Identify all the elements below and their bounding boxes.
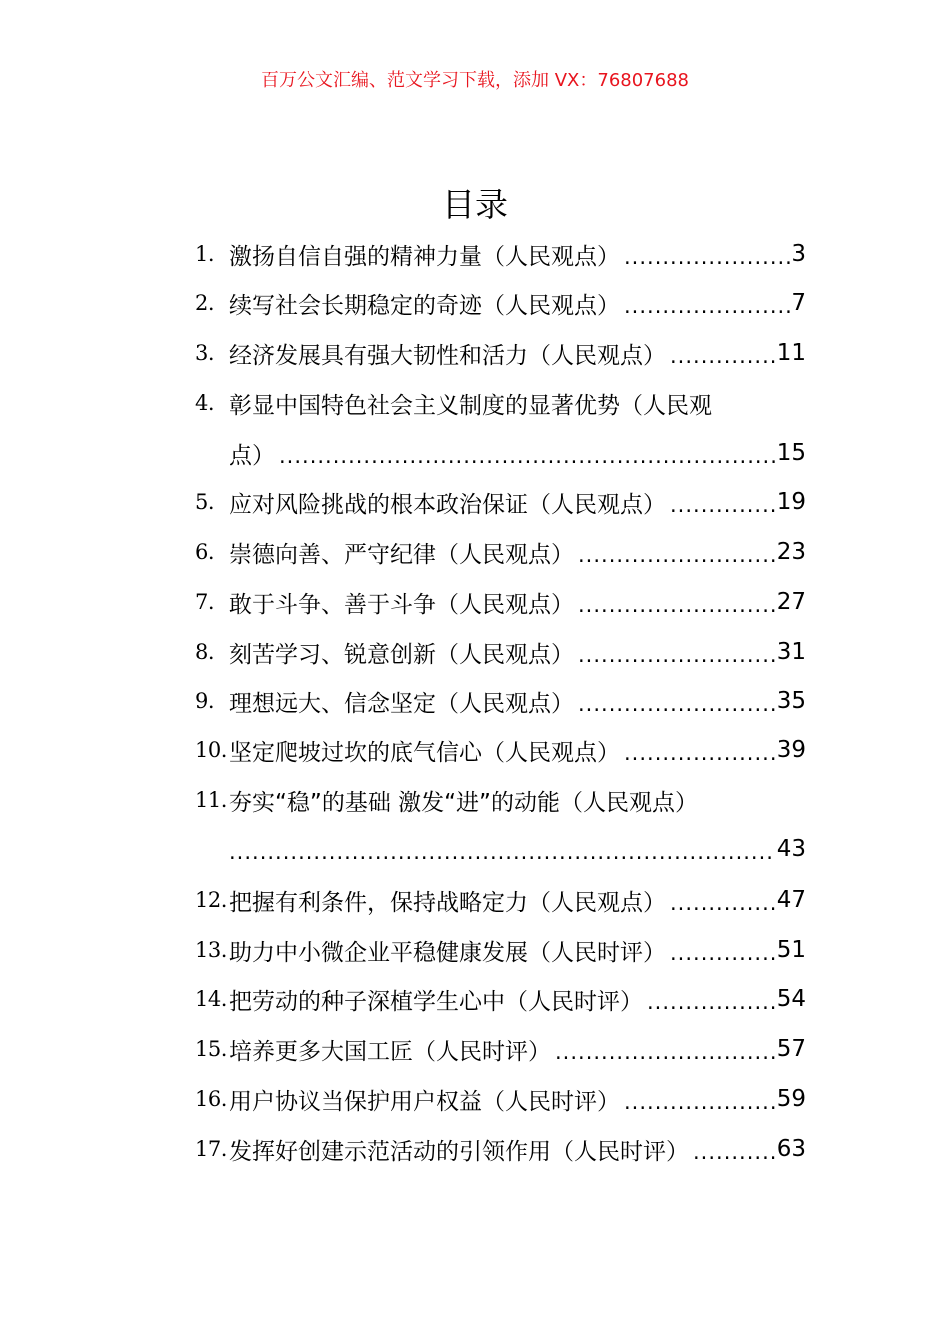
toc-page: 27 xyxy=(776,589,806,615)
toc-leader xyxy=(578,643,776,667)
toc-entry-11-continued[interactable] xyxy=(229,824,806,874)
toc-title: 把握有利条件，保持战略定力（人民观点） xyxy=(229,889,666,916)
toc-page: 47 xyxy=(776,887,806,913)
toc-entry-1[interactable] xyxy=(195,229,806,279)
toc-number: 8. xyxy=(195,640,215,664)
toc-entry-14[interactable] xyxy=(195,974,806,1024)
toc-leader xyxy=(693,1140,776,1164)
toc-title: 理想远大、信念坚定（人民观点） xyxy=(229,690,574,717)
toc-page: 3 xyxy=(791,241,806,267)
page-title: 目录 xyxy=(442,185,508,224)
toc-number: 6. xyxy=(195,540,215,564)
toc-entry-11[interactable] xyxy=(195,775,806,825)
toc-title: 助力中小微企业平稳健康发展（人民时评） xyxy=(229,939,666,966)
toc-page: 35 xyxy=(776,688,806,714)
toc-leader xyxy=(670,344,776,368)
toc-title: 经济发展具有强大韧性和活力（人民观点） xyxy=(229,342,666,369)
toc-entry-17[interactable] xyxy=(195,1124,806,1174)
toc-page: 11 xyxy=(776,340,806,366)
toc-page: 54 xyxy=(776,986,806,1012)
toc-entry-2[interactable] xyxy=(195,278,806,328)
toc-entry-9[interactable] xyxy=(195,676,806,726)
toc-leader xyxy=(624,1090,776,1114)
toc-page: 31 xyxy=(776,639,806,665)
toc-number: 12. xyxy=(195,888,227,912)
toc-entry-6[interactable] xyxy=(195,527,806,577)
toc-leader xyxy=(624,245,790,269)
toc-number: 10. xyxy=(195,738,227,762)
toc-leader xyxy=(555,1040,776,1064)
toc-title: 坚定爬坡过坎的底气信心（人民观点） xyxy=(229,739,620,766)
toc-title: 培养更多大国工匠（人民时评） xyxy=(229,1038,551,1065)
toc-number: 16. xyxy=(195,1087,227,1111)
toc-entry-5[interactable] xyxy=(195,477,806,527)
toc-page: 59 xyxy=(776,1086,806,1112)
toc-entry-4-continued[interactable] xyxy=(229,428,806,478)
toc-title: 崇德向善、严守纪律（人民观点） xyxy=(229,541,574,568)
toc-number: 14. xyxy=(195,987,227,1011)
toc-title: 刻苦学习、锐意创新（人民观点） xyxy=(229,641,574,668)
toc-leader xyxy=(578,692,776,716)
watermark-header: 百万公文汇编、范文学习下载，添加 VX：76807688 xyxy=(261,70,689,91)
toc-page: 63 xyxy=(776,1136,806,1162)
toc-leader xyxy=(624,741,776,765)
toc-number: 9. xyxy=(195,689,215,713)
toc-title: 用户协议当保护用户权益（人民时评） xyxy=(229,1088,620,1115)
toc-leader xyxy=(670,891,776,915)
toc-title: 激扬自信自强的精神力量（人民观点） xyxy=(229,243,620,270)
toc-number: 2. xyxy=(195,291,215,315)
toc-title-continued: 点） xyxy=(229,442,275,469)
toc-leader xyxy=(670,493,776,517)
toc-page: 51 xyxy=(776,937,806,963)
toc-number: 1. xyxy=(195,242,215,266)
toc-page: 7 xyxy=(791,290,806,316)
toc-title: 把劳动的种子深植学生心中（人民时评） xyxy=(229,988,643,1015)
toc-number: 13. xyxy=(195,938,227,962)
toc-entry-16[interactable] xyxy=(195,1074,806,1124)
toc-leader xyxy=(279,444,776,468)
toc-leader xyxy=(578,543,776,567)
toc-entry-7[interactable] xyxy=(195,577,806,627)
toc-title: 应对风险挑战的根本政治保证（人民观点） xyxy=(229,491,666,518)
toc-leader xyxy=(578,593,776,617)
toc-number: 4. xyxy=(195,391,215,415)
toc-page: 39 xyxy=(776,737,806,763)
toc-leader xyxy=(647,990,776,1014)
toc-entry-13[interactable] xyxy=(195,925,806,975)
toc-title: 敢于斗争、善于斗争（人民观点） xyxy=(229,591,574,618)
toc-leader xyxy=(624,294,790,318)
toc-number: 5. xyxy=(195,490,215,514)
toc-page: 43 xyxy=(776,836,806,862)
toc-title: 彰显中国特色社会主义制度的显著优势（人民观 xyxy=(229,392,712,419)
toc-leader xyxy=(670,941,776,965)
toc-number: 17. xyxy=(195,1137,227,1161)
toc-page: 15 xyxy=(776,440,806,466)
toc-entry-10[interactable] xyxy=(195,725,806,775)
toc-title: 夯实“稳”的基础 激发“进”的动能（人民观点） xyxy=(229,789,698,816)
toc-page: 23 xyxy=(776,539,806,565)
toc-leader xyxy=(229,840,776,864)
toc-entry-8[interactable] xyxy=(195,627,806,677)
toc-entry-4[interactable] xyxy=(195,378,806,428)
toc-title: 发挥好创建示范活动的引领作用（人民时评） xyxy=(229,1138,689,1165)
toc-number: 3. xyxy=(195,341,215,365)
toc-page: 57 xyxy=(776,1036,806,1062)
toc-number: 15. xyxy=(195,1037,227,1061)
toc-page: 19 xyxy=(776,489,806,515)
toc-entry-12[interactable] xyxy=(195,875,806,925)
toc-title: 续写社会长期稳定的奇迹（人民观点） xyxy=(229,292,620,319)
toc-number: 7. xyxy=(195,590,215,614)
toc-entry-15[interactable] xyxy=(195,1024,806,1074)
toc-entry-3[interactable] xyxy=(195,328,806,378)
toc-number: 11. xyxy=(195,788,227,812)
